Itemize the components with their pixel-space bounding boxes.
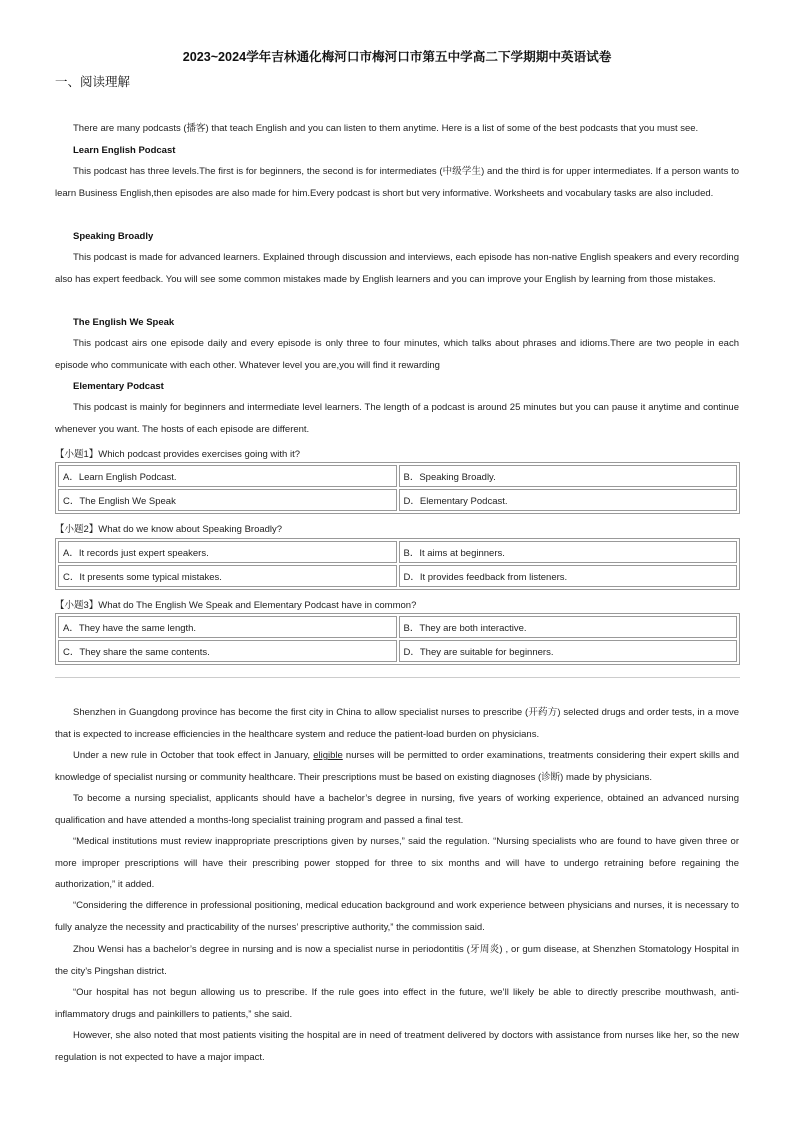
option-d[interactable]: D．They are suitable for beginners. — [399, 640, 738, 662]
podcast-heading: The English We Speak — [73, 317, 175, 328]
option-a[interactable]: A．They have the same length. — [58, 616, 397, 638]
podcast-heading: Elementary Podcast — [73, 381, 164, 392]
option-b[interactable]: B．Speaking Broadly. — [399, 465, 738, 487]
option-a[interactable]: A．It records just expert speakers. — [58, 541, 397, 563]
underlined-word: eligible — [313, 750, 343, 761]
podcast-heading: Speaking Broadly — [73, 231, 154, 242]
options-table — [55, 613, 740, 665]
option-c[interactable]: C．They share the same contents. — [58, 640, 397, 662]
section-divider — [55, 677, 740, 678]
options-table — [55, 462, 740, 514]
question-stem: 【小题3】What do The English We Speak and Elementary Podcast have in common? — [55, 600, 417, 611]
podcast-heading: Learn English Podcast — [73, 145, 176, 156]
question-stem: 【小题1】Which podcast provides exercises going with it? — [55, 449, 300, 460]
option-d[interactable]: D．It provides feedback from listeners. — [399, 565, 738, 587]
option-a[interactable]: A．Learn English Podcast. — [58, 465, 397, 487]
passage1-intro: There are many podcasts (播客) that teach English and you can listen to them anytime. Here is a list of some of the best podcasts that you must see. — [73, 123, 699, 134]
passage2-paragraph: Shenzhen in Guangdong province has become the first city in China to allow specialist nurses to prescribe (开药方) selected drugs and order tests, in a move that is expected to increase efficiencies in the healthcare system and reduce the patient-load burden on physicians. — [55, 707, 739, 740]
podcast-description: This podcast is made for advanced learners. Explained through discussion and interviews, each episode has non-native English speakers and every recording also has expert feedback. You will see some common mistakes made by English learners and you can improve your English by learning from those mistakes. — [55, 252, 739, 285]
passage2-paragraph: However, she also noted that most patients visiting the hospital are in need of treatment delivered by doctors with assistance from nurses like her, so the new regulation is not expected to have a major impact. — [55, 1030, 739, 1063]
passage2-paragraph: “Our hospital has not begun allowing us to prescribe. If the rule goes into effect in the future, we’ll likely be able to directly prescribe mouthwash, anti-inflammatory drugs and painkillers to patients,” she said. — [55, 987, 739, 1020]
exam-title: 2023~2024学年吉林通化梅河口市梅河口市第五中学高二下学期期中英语试卷 — [182, 50, 612, 64]
option-c[interactable]: C．The English We Speak — [58, 489, 397, 511]
passage2-paragraph: “Medical institutions must review inappropriate prescriptions given by nurses,” said the regulation. “Nursing specialists who are found to have given three or more improper prescriptions will have their prescribing power stopped for three to six months and will have to undergo retraining before regaining the authorization,” it added. — [55, 836, 739, 891]
rule-text-end: nurses will be permitted to order examinations, treatments considering their expert skills and knowledge of specialist nursing or community healthcare. Their prescriptions must be based on existing diagnoses (诊断) made by physicians. — [55, 750, 739, 783]
option-d[interactable]: D．Elementary Podcast. — [399, 489, 738, 511]
podcast-description: This podcast airs one episode daily and every episode is only three to four minutes, which talks about phrases and idioms.There are two people in each episode who communicate with each other. Whatever level you are,you will find it rewarding — [55, 338, 739, 371]
passage2-paragraph: “Considering the difference in professional positioning, medical education background and work experience between physicians and nurses, it is necessary to fully analyze the necessity and practicability of the nurses’ prescriptive authority,” the commission said. — [55, 900, 739, 933]
podcast-description: This podcast has three levels.The first is for beginners, the second is for intermediates (中级学生) and the third is for upper intermediates. If a person wants to learn Business English,then episodes are also made for him.Every podcast is short but very informative. Worksheets and vocabulary tasks are also included. — [55, 166, 739, 199]
option-b[interactable]: B．It aims at beginners. — [399, 541, 738, 563]
section-heading: 一、阅读理解 — [55, 75, 131, 89]
passage2-paragraph: Zhou Wensi has a bachelor’s degree in nursing and is now a specialist nurse in periodontitis (牙周炎) , or gum disease, at Shenzhen Stomatology Hospital in the city’s Pingshan district. — [55, 944, 739, 977]
podcast-description: This podcast is mainly for beginners and intermediate level learners. The length of a podcast is around 25 minutes but you can pause it anytime and continue whenever you want. The hosts of each episode are different. — [55, 402, 739, 435]
option-c[interactable]: C．It presents some typical mistakes. — [58, 565, 397, 587]
question-stem: 【小题2】What do we know about Speaking Broadly? — [55, 524, 283, 535]
option-b[interactable]: B．They are both interactive. — [399, 616, 738, 638]
options-table — [55, 538, 740, 590]
passage2-rule-paragraph — [55, 745, 739, 788]
passage2-paragraph: To become a nursing specialist, applicants should have a bachelor’s degree in nursing, five years of working experience, obtained an advanced nursing qualification and have attended a months-long specialist training program and passed a final test. — [55, 793, 739, 826]
rule-text-start: Under a new rule in October that took effect in January, — [73, 750, 314, 761]
